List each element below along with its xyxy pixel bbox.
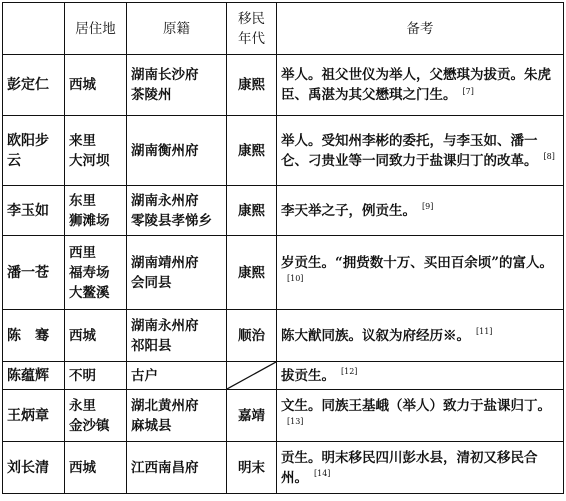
- notes-cell: [277, 55, 564, 116]
- origin-cell: [127, 186, 227, 236]
- residence-cell: [65, 442, 127, 494]
- header-era-line1: 移民: [238, 10, 265, 27]
- notes-cell: [277, 362, 564, 390]
- footnote-ref: [8]: [543, 152, 555, 161]
- origin-line: 零陵县孝悌乡: [131, 212, 212, 229]
- table-row: [3, 236, 564, 310]
- notes-text: 举人。祖父世仪为举人，父懋琪为拔贡。朱虎臣、禹湛为其父懋琪之门生。: [281, 67, 551, 103]
- residence-cell: [65, 390, 127, 442]
- notes-text: 李天举之子，例贡生。: [281, 202, 416, 219]
- residence-line: 西城: [69, 327, 96, 344]
- header-notes: 备考: [277, 3, 564, 55]
- footnote-ref: [14]: [314, 469, 331, 478]
- origin-line: 麻城县: [131, 417, 172, 434]
- header-row: [3, 3, 564, 55]
- name-cell: 潘一苍: [3, 236, 65, 310]
- name-cell: 李玉如: [3, 186, 65, 236]
- diagonal-slash: [227, 362, 276, 389]
- residence-line: 狮滩场: [69, 212, 110, 229]
- era-cell: 康熙: [227, 116, 277, 186]
- notes-cell: [277, 390, 564, 442]
- header-residence: 居住地: [65, 3, 127, 55]
- residence-line: 西里: [69, 244, 96, 261]
- residence-cell: [65, 362, 127, 390]
- origin-line: 江西南昌府: [131, 459, 199, 476]
- era-cell: 嘉靖: [227, 390, 277, 442]
- table-row: [3, 310, 564, 362]
- residence-line: 大河坝: [69, 152, 110, 169]
- table-row: [3, 55, 564, 116]
- notes-text: 拔贡生。: [281, 367, 335, 384]
- residence-line: 永里: [69, 397, 96, 414]
- era-cell: 康熙: [227, 55, 277, 116]
- era-cell: 康熙: [227, 236, 277, 310]
- origin-cell: [127, 310, 227, 362]
- origin-cell: [127, 236, 227, 310]
- residence-line: 金沙镇: [69, 417, 110, 434]
- table-row: [3, 390, 564, 442]
- era-cell: 康熙: [227, 186, 277, 236]
- notes-text: 陈大猷同族。议叙为府经历※。: [281, 327, 470, 344]
- notes-cell: [277, 116, 564, 186]
- residence-line: 大鳌溪: [69, 284, 110, 301]
- origin-cell: [127, 442, 227, 494]
- residence-line: 不明: [69, 367, 96, 384]
- notes-text: 举人。受知州李彬的委托，与李玉如、潘一仑、刁贵业等一同致力于盐课归丁的改革。: [281, 132, 538, 169]
- residence-line: 西城: [69, 459, 96, 476]
- footnote-ref: [13]: [287, 417, 304, 426]
- origin-line: 湖北黄州府: [131, 397, 199, 414]
- header-era: [227, 3, 277, 55]
- origin-line: 湖南长沙府: [131, 67, 199, 83]
- origin-line: 茶陵州: [131, 87, 172, 103]
- footnote-ref: [10]: [287, 274, 304, 283]
- footnote-ref: [9]: [422, 202, 434, 211]
- header-name: [3, 3, 65, 55]
- name-cell: 陈蕴辉: [3, 362, 65, 390]
- origin-line: 湖南永州府: [131, 317, 199, 334]
- origin-line: 古户: [131, 367, 158, 384]
- notes-cell: [277, 186, 564, 236]
- residence-line: 西城: [69, 77, 96, 93]
- origin-cell: [127, 390, 227, 442]
- notes-cell: [277, 442, 564, 494]
- era-cell: 顺治: [227, 310, 277, 362]
- origin-cell: [127, 362, 227, 390]
- residence-cell: [65, 310, 127, 362]
- footnote-ref: [12]: [341, 367, 358, 376]
- notes-cell: [277, 310, 564, 362]
- residence-cell: [65, 116, 127, 186]
- name-cell: 刘长清: [3, 442, 65, 494]
- name-cell: 陈 骞: [3, 310, 65, 362]
- era-cell: 明末: [227, 442, 277, 494]
- origin-line: 会同县: [131, 274, 172, 291]
- table-row: [3, 116, 564, 186]
- origin-line: 湖南衡州府: [131, 142, 199, 159]
- header-origin: 原籍: [127, 3, 227, 55]
- residence-cell: [65, 186, 127, 236]
- residence-cell: [65, 236, 127, 310]
- origin-line: 湖南靖州府: [131, 254, 199, 271]
- table-row: [3, 442, 564, 494]
- origin-cell: [127, 55, 227, 116]
- name-cell: 欧阳步云: [3, 116, 65, 186]
- footnote-ref: [11]: [476, 327, 493, 336]
- table-row: [3, 186, 564, 236]
- notes-cell: [277, 236, 564, 310]
- table-row: [3, 362, 564, 390]
- migrant-table: [2, 2, 564, 494]
- era-cell-empty: [227, 362, 277, 390]
- residence-line: 东里: [69, 192, 96, 209]
- name-cell: 王炳章: [3, 390, 65, 442]
- origin-line: 祁阳县: [131, 337, 172, 354]
- origin-cell: [127, 116, 227, 186]
- origin-line: 湖南永州府: [131, 192, 199, 209]
- residence-cell: [65, 55, 127, 116]
- residence-line: 来里: [69, 132, 96, 149]
- notes-text: 文生。同族王基峨（举人）致力于盐课归丁。: [281, 397, 551, 414]
- residence-line: 福寿场: [69, 264, 110, 281]
- notes-text: 岁贡生。“拥赀数十万、买田百余顷”的富人。: [281, 254, 554, 271]
- name-cell: 彭定仁: [3, 55, 65, 116]
- footnote-ref: [7]: [462, 86, 474, 96]
- notes-text: 贡生。明末移民四川彭水县，清初又移民合州。: [281, 449, 538, 486]
- header-era-line2: 年代: [238, 30, 265, 47]
